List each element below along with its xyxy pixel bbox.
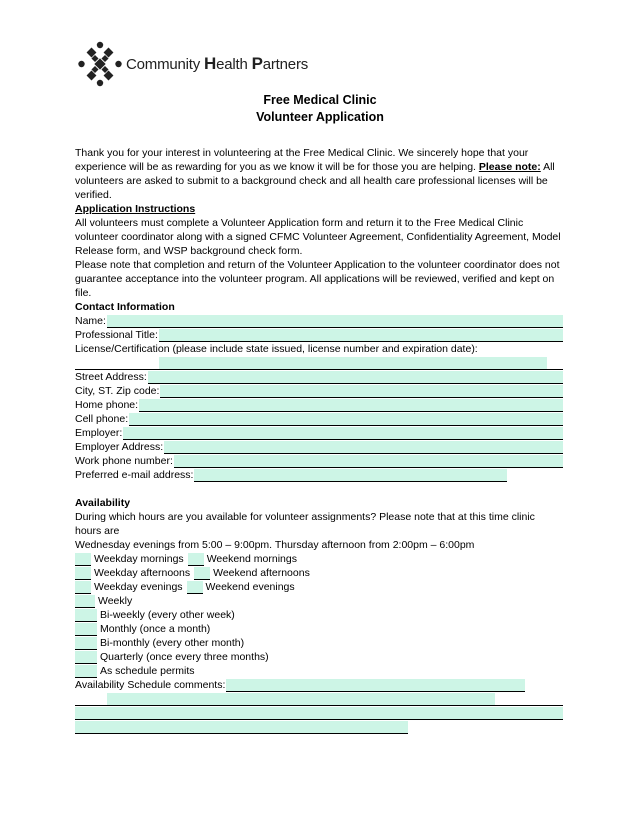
weekday-afternoons-checkbox[interactable] <box>75 567 91 580</box>
comments-line-3 <box>75 706 563 720</box>
option-row: Weekday mornings Weekend mornings <box>75 552 563 566</box>
email-field-row: Preferred e-mail address: <box>75 468 507 482</box>
comments-field-row: Availability Schedule comments: <box>75 678 525 692</box>
weekend-afternoons-checkbox[interactable] <box>194 567 210 580</box>
home-phone-field-row: Home phone: <box>75 398 563 412</box>
weekend-mornings-checkbox[interactable] <box>188 553 204 566</box>
comments-line-4 <box>75 720 563 734</box>
employer-address-field-row: Employer Address: <box>75 440 563 454</box>
title-field-row: Professional Title: <box>75 328 563 342</box>
page-subtitle: Volunteer Application <box>256 110 384 124</box>
comments-line-2 <box>75 692 563 706</box>
cell-phone-field-row: Cell phone: <box>75 412 563 426</box>
frequency-quarterly: Quarterly (once every three months) <box>75 650 563 664</box>
email-field[interactable] <box>194 469 507 482</box>
weekday-evenings-checkbox[interactable] <box>75 581 91 594</box>
frequency-monthly: Monthly (once a month) <box>75 622 563 636</box>
instructions-para2: Please note that completion and return of the Volunteer Application to the volunteer coordinator does not guarantee acceptance into the volunteer program. All applications will be reviewed, verified and kept on file. <box>75 259 560 299</box>
logo <box>78 40 308 88</box>
license-field[interactable] <box>159 357 547 370</box>
intro-paragraph: Thank you for your interest in volunteering at the Free Medical Clinic. We sincerely hope that your experience will be as rewarding for you as we know it will be for those you are helping. Please note: All volunteers are asked to submit to a background check and all health care professional licenses will be verified. <box>75 147 555 201</box>
work-phone-field-row: Work phone number: <box>75 454 563 468</box>
bimonthly-checkbox[interactable] <box>75 637 97 650</box>
frequency-as-permits: As schedule permits <box>75 664 563 678</box>
community-health-partners-logo-icon <box>78 40 122 88</box>
logo-text: Community Health Partners <box>126 54 309 73</box>
comments-field[interactable] <box>226 679 525 692</box>
name-field-row: Name: <box>75 314 563 328</box>
option-row: Weekday afternoons Weekend afternoons <box>75 566 563 580</box>
contact-heading: Contact Information <box>75 301 175 313</box>
weekday-mornings-checkbox[interactable] <box>75 553 91 566</box>
page-title: Free Medical Clinic <box>263 93 377 107</box>
street-field-row: Street Address: <box>75 370 563 384</box>
comments-field-4[interactable] <box>75 721 408 734</box>
work-phone-field[interactable] <box>174 455 563 468</box>
home-phone-field[interactable] <box>139 399 563 412</box>
license-label: License/Certification (please include state issued, license number and expiration date): <box>75 343 478 355</box>
professional-title-field[interactable] <box>159 329 563 342</box>
as-schedule-permits-checkbox[interactable] <box>75 665 97 678</box>
instructions-para1: All volunteers must complete a Volunteer Application form and return it to the Free Medical Clinic volunteer coordinator along with a signed CFMC Volunteer Agreement, Confidentiality Agreement, Model Release form, and WSP background check form. <box>75 217 561 257</box>
availability-question: During which hours are you available for volunteer assignments? Please note that at this time clinic hours are <box>75 511 535 537</box>
title-block <box>0 92 640 126</box>
city-zip-field[interactable] <box>160 385 563 398</box>
availability-heading: Availability <box>75 497 131 509</box>
name-field[interactable] <box>107 315 563 328</box>
form-content <box>75 146 563 734</box>
employer-address-field[interactable] <box>164 441 563 454</box>
city-field-row: City, ST. Zip code: <box>75 384 563 398</box>
frequency-bimonthly: Bi-monthly (every other month) <box>75 636 563 650</box>
street-address-field[interactable] <box>148 371 563 384</box>
comments-field-3[interactable] <box>75 707 563 720</box>
employer-field[interactable] <box>123 427 563 440</box>
monthly-checkbox[interactable] <box>75 623 97 636</box>
license-field-row <box>75 356 563 370</box>
instructions-heading: Application Instructions <box>75 203 196 215</box>
frequency-weekly: Weekly <box>75 594 563 608</box>
clinic-hours: Wednesday evenings from 5:00 – 9:00pm. Thursday afternoon from 2:00pm – 6:00pm <box>75 539 475 551</box>
frequency-biweekly: Bi-weekly (every other week) <box>75 608 563 622</box>
cell-phone-field[interactable] <box>129 413 563 426</box>
weekly-checkbox[interactable] <box>75 595 95 608</box>
biweekly-checkbox[interactable] <box>75 609 97 622</box>
weekend-evenings-checkbox[interactable] <box>187 581 203 594</box>
comments-field-2[interactable] <box>107 693 495 706</box>
employer-field-row: Employer: <box>75 426 563 440</box>
quarterly-checkbox[interactable] <box>75 651 97 664</box>
option-row: Weekday evenings Weekend evenings <box>75 580 563 594</box>
